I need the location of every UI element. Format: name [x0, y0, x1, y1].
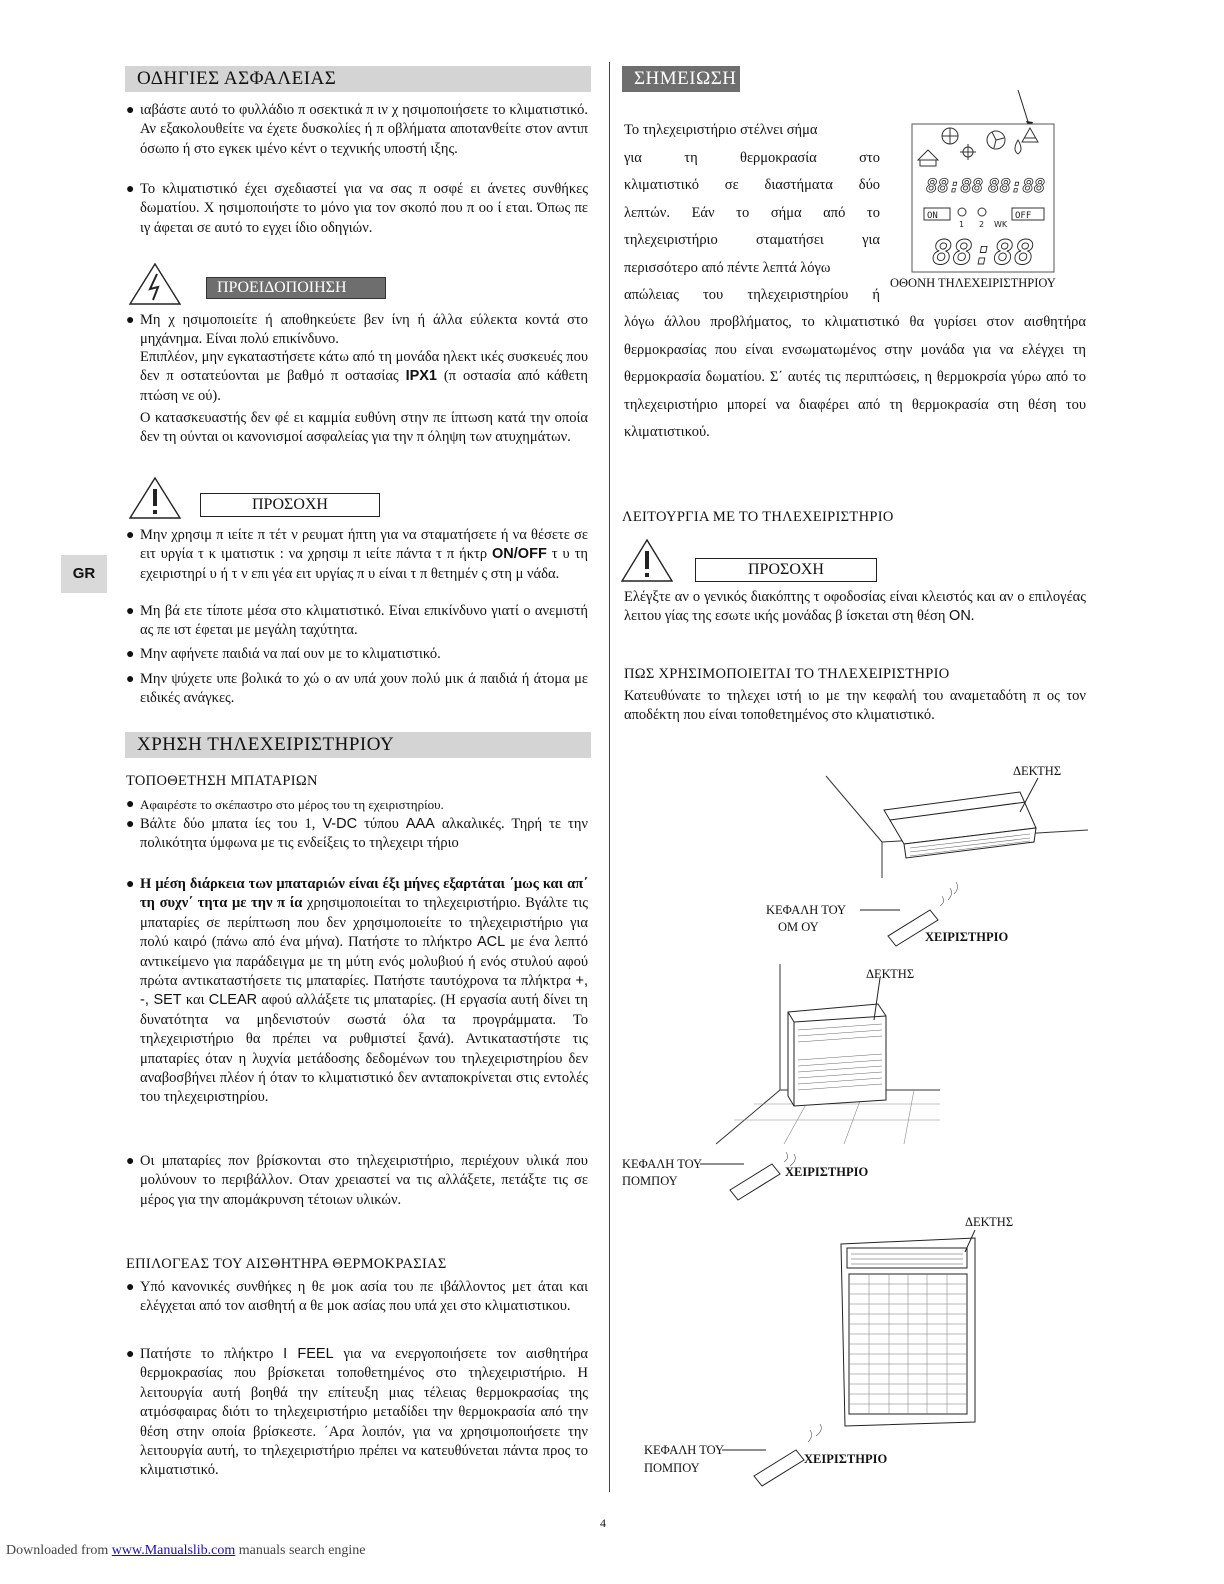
warning-label: ΠΡΟΕΙΔΟΠΟΙΗΣΗ [206, 277, 386, 299]
caution-bullet-1: ● Μην χρησιμ π ιείτε π τέτ ν ρευματ ήπτη για να σταματήσετε ή να θέσετε σε ειτ υργία τ κ ιματιστικ : να χρησιμ π ιείτε πάντα τ π ήκτρ ON/OFF τ υ τη εχειριστηρί υ ή τ ν επι γέα ειτ υργίας π υ είναι τ π θετημέν ς στη μ νάδα. [126, 527, 588, 582]
note-line: περισσότερο από πέντε λεπτά λόγω [624, 259, 831, 276]
sensor-bullet-2: ● Πατήστε το πλήκτρο I FEEL για να ενεργοποιήσετε τον αισθητήρα θερμοκρασίας που βρίσκεται τοποθετημένος στο τηλεχειριστήριο. Η λειτουργία αυτή βοηθά την επίτευξη μιας τέλειας θερμοκρασίας της ατμόσφαιρας διότι το τηλεχειριστήριο μεταδίδει την θερμοκρασία από την θέση στην οποία βρίσκεστε. ΄Αρα λοιπόν, για να χρησιμοποιήσετε την λειτουργία αυτή, το τηλεχειριστήριο πρέπει να κατευθύνεται πάντα προς το κλιματιστικό. [126, 1346, 589, 1479]
caution-icon [128, 476, 182, 520]
caution-icon [620, 538, 674, 584]
fig1-receiver-label: ΔΕΚΤΗΣ [1013, 764, 1062, 778]
note-line: κλιματιστικό σε διαστήματα δύο [624, 177, 880, 193]
operation-subtitle: ΛΕΙΤΟΥΡΓΙΑ ΜΕ ΤΟ ΤΗΛΕΧΕΙΡΙΣΤΗΡΙΟ [622, 509, 894, 525]
note-long-text: λόγω άλλου προβλήματος, το κλιματιστικό θα γυρίσει στον αισθητήρα θερμοκρασίας που είναι ενσωματωμένος στην μονάδα για να ελέγχει τη θερμοκρασία δωματίου. Σ΄ αυτές τις περιπτώσεις, η θερμοκρσία γύρω από το τηλεχειριστήριο μπορεί να διαφέρει από τη θερμοκρασία στη θέση του κλιματιστικού. [624, 314, 1086, 440]
fig3-head-label-2: ΠΟΜΠΟΥ [644, 1461, 700, 1475]
caution-bullet-2: ● Μη βά ετε τίποτε μέσα στο κλιματιστικό. Είναι επικίνδυνο γιατί ο ανεμιστή ας πε ιστ έφεται με μεγάλη ταχύτητα. [126, 603, 588, 639]
lcd-1: 1 [959, 220, 965, 229]
ceiling-unit-illustration [820, 770, 1092, 880]
caution-bullet-4: ● Μην ψύχετε υπε βολικά το χώ ο αν υπά χουν πολύ μικ ά παιδιά ή άτομα με ειδικές ανάγκες. [126, 671, 588, 707]
caution-bullet-3: ● Μην αφήνετε παιδιά να παί ουν με το κλιματιστικό. [126, 646, 441, 662]
battery-subtitle: ΤΟΠΟΘΕΤΗΣΗ ΜΠΑΤΑΡΙΩΝ [126, 773, 318, 789]
battery-bullet-4: ● Οι μπαταρίες πον βρίσκονται στο τηλεχειριστήριο, περιέχουν υλικά που μολύνουν το περιβάλλον. Οταν χρειαστεί να τις αλλάξετε, πετάξτε τις σε μέρος για την απομάκρυνση τέτοιων υλικών. [126, 1153, 588, 1208]
vertical-unit-illustration [835, 1230, 985, 1430]
safety-bullet-1: ● ιαβάστε αυτό το φυλλάδιο π οσεκτικά π ιν χ ησιμοποιήσετε το κλιματιστικό. Αν εξακολουθείτε να έχετε δυσκολίες ή π οβλήματα αποτανθείτε στον αντιπ όσωπο ή στο εγκεκ ιμένο κέντ ο τεχνικής υποστή ιξης. [126, 102, 588, 157]
warning-paragraph-3: Ο κατασκευαστής δεν φέ ει καμμία ευθύνη στην πε ίπτωση κατά την οποία δεν τη ούνται οι κανονισμοί ασφαλείας για την π όληψη των ατυχημάτων. [140, 410, 588, 446]
safety-bullet-2: ● Το κλιματιστικό έχει σχεδιαστεί για να σας π οσφέ ει άνετες συνθήκες δωματίου. Χ ησιμοποιήστε το μόνο για τον σκοπό που π οο ί εται. Όπως πε ιγ άφεται σε αυτό το εγχει ίδιο οδηγιών. [126, 181, 588, 236]
note-line: για τη θερμοκρασία στο [624, 149, 880, 166]
electric-warning-icon [128, 262, 182, 306]
lcd-2: 2 [979, 220, 985, 229]
fig1-head-label: ΚΕΦΑΛΗ ΤΟΥ [766, 903, 847, 917]
lcd-big-time: 88:88 [932, 233, 1035, 273]
how-paragraph: Κατευθύνατε το τηλεχει ιστή ιο με την κεφαλή του αναμεταδότη π ος τον αποδέκτη που είναι τοποθετημένος στο κλιματιστικό. [624, 688, 1086, 724]
footer [6, 1543, 366, 1559]
operation-paragraph: Ελέγξτε αν ο γενικός διακόπτης τ οφοδοσίας είναι κλειστός και αν ο επιλογέας λειτου γίας της εσωτε ικής μονάδας β ίσκεται στη θέση ON. [624, 589, 1086, 625]
battery-bullet-2: ● Βάλτε δύο μπατα ίες του 1, V-DC τύπου AAA αλκαλικές. Τηρή τε την πολικότητα ύμφωνα με τις ενδείξεις το τηλεχειρι τήριο [126, 816, 588, 852]
remote-display-illustration [908, 88, 1058, 274]
warning-paragraph-2: Επιπλέον, μην εγκαταστήσετε κάτω από τη μονάδα ηλεκτ ικές συσκευές που δεν π οστατεύονται με βαθμό π οστασίας IPX1 (π οστασία από κάθετη πτώση νε ού). [140, 349, 588, 404]
caution-label-right: ΠΡΟΣΟΧΗ [695, 558, 877, 582]
footer-suffix: manuals search engine [235, 1543, 366, 1558]
manualslib-link[interactable]: www.Manualslib.com [111, 1543, 236, 1558]
note-line: λεπτών. Εάν το σήμα από το [624, 204, 880, 221]
note-line: τηλεχειριστήριο σταματήσει για [624, 232, 880, 248]
lcd-wk: WK [994, 220, 1008, 229]
note-line: Το τηλεχειριστήριο στέλνει σήμα [624, 122, 818, 138]
fig2-head-label-2: ΠΟΜΠΟΥ [622, 1174, 678, 1188]
fig3-receiver-label: ΔΕΚΤΗΣ [965, 1215, 1014, 1229]
sensor-subtitle: ΕΠΙΛΟΓΕΑΣ ΤΟΥ ΑΙΣΘΗΤΗΡΑ ΘΕΡΜΟΚΡΑΣΙΑΣ [126, 1256, 447, 1272]
snowflake-icon [942, 128, 958, 144]
note-line: απώλειας του τηλεχειριστηρίου ή [624, 287, 880, 303]
battery-bullet-1: ● Αφαιρέστε το σκέπαστρο στο μέρος του τη εχειριστηρίου. [126, 797, 444, 812]
page-number: 4 [600, 1516, 606, 1530]
fig2-receiver-label: ΔΕΚΤΗΣ [866, 967, 915, 981]
battery-bullet-3: ● Η μέση διάρκεια των μπαταριών είναι έξι μήνες εξαρτάται ΄μως και απ΄ τη συχν΄ τητα με την π ία χρησιμοποιείται το τηλεχειριστήριο. Βγάλτε τις μπαταρίες σε περίπτωση που δεν χρησιμοποιείτε το τηλεχειριστήριο για πολύ καιρό (πάνω από ένα μήνα). Πατήστε το πλήκτρο ACL με ένα λεπτό αντικείμενο για παράδειγμα με τη μύτη ενός μολυβιού ή ενός στυλού αφού πρώτα αντικαταστήσετε τις μπαταρίες. Πατήστε ταυτόχρονα τα πλήκτρα +, -, SET και CLEAR αφού αλλάξετε τις μπαταρίες. (Η εργασία αυτή δίνει τη δυνατότητα να μηδενιστούν σωστά όλα τα προγράμματα. Το τηλεχειριστήριο θα πρέπει να ρυθμιστεί ξανά). Αντικαταστήστε τις μπαταρίες όταν η λυχνία μετάδοσης δεδομένων του τηλεχειριστηρίου δεν αναβοσβήνει πλέον ή όταν το κλιματιστικό δεν ανταποκρίνεται στις εντολές του τηλεχειριστηρίου. [126, 876, 588, 1106]
warning-bullet-1: ● Μη χ ησιμοποιείτε ή αποθηκεύετε βεν ίνη ή άλλα εύλεκτα κοντά στο μηχάνημα. Είναι πολύ επικίνδυνο. [126, 312, 588, 348]
sensor-bullet-1: ● Υπό κανονικές συνθήκες η θε μοκ ασία του πε ιβάλλοντος μετ άται και ελέγχεται από τον αισθητή α θε μοκ ασίας που υπά χει στο κλιματιστικου. [126, 1279, 588, 1315]
lcd-off: OFF [1015, 211, 1032, 221]
caution-label: ΠΡΟΣΟΧΗ [200, 493, 380, 517]
fig1-remote-label: ΧΕΙΡΙΣΤΗΡΙΟ [925, 930, 1009, 944]
safety-title: ΟΔΗΓΙΕΣ ΑΣΦΑΛΕΙΑΣ [125, 66, 591, 92]
display-caption: ΟΘΟΝΗ ΤΗΛΕΧΕΙΡΙΣΤΗΡΙΟΥ [890, 276, 1056, 290]
lcd-time-1: 88:88 [926, 175, 984, 197]
side-tab-gr: GR [61, 555, 107, 593]
column-divider [609, 62, 610, 1492]
fig2-head-label: ΚΕΦΑΛΗ ΤΟΥ [622, 1157, 703, 1171]
footer-prefix: Downloaded from [6, 1543, 112, 1558]
fig3-remote-label: ΧΕΙΡΙΣΤΗΡΙΟ [804, 1452, 888, 1466]
fig1-head-label-2: ΟΜ ΟΥ [778, 920, 819, 934]
remote-title: ΧΡΗΣΗ ΤΗΛΕΧΕΙΡΙΣΤΗΡΙΟΥ [125, 732, 591, 758]
fig3-head-label: ΚΕΦΑΛΗ ΤΟΥ [644, 1443, 725, 1457]
lcd-on: ON [927, 211, 938, 221]
lcd-time-2: 88:88 [988, 175, 1046, 197]
floor-unit-illustration [714, 960, 944, 1150]
how-subtitle: ΠΩΣ ΧΡΗΣΙΜΟΠΟΙΕΙΤΑΙ ΤΟ ΤΗΛΕΧΕΙΡΙΣΤΗΡΙΟ [624, 666, 950, 682]
note-title: ΣΗΜΕΙΩΣΗ [622, 66, 740, 92]
fig2-remote-label: ΧΕΙΡΙΣΤΗΡΙΟ [785, 1165, 869, 1179]
note-short-lines [624, 117, 880, 310]
